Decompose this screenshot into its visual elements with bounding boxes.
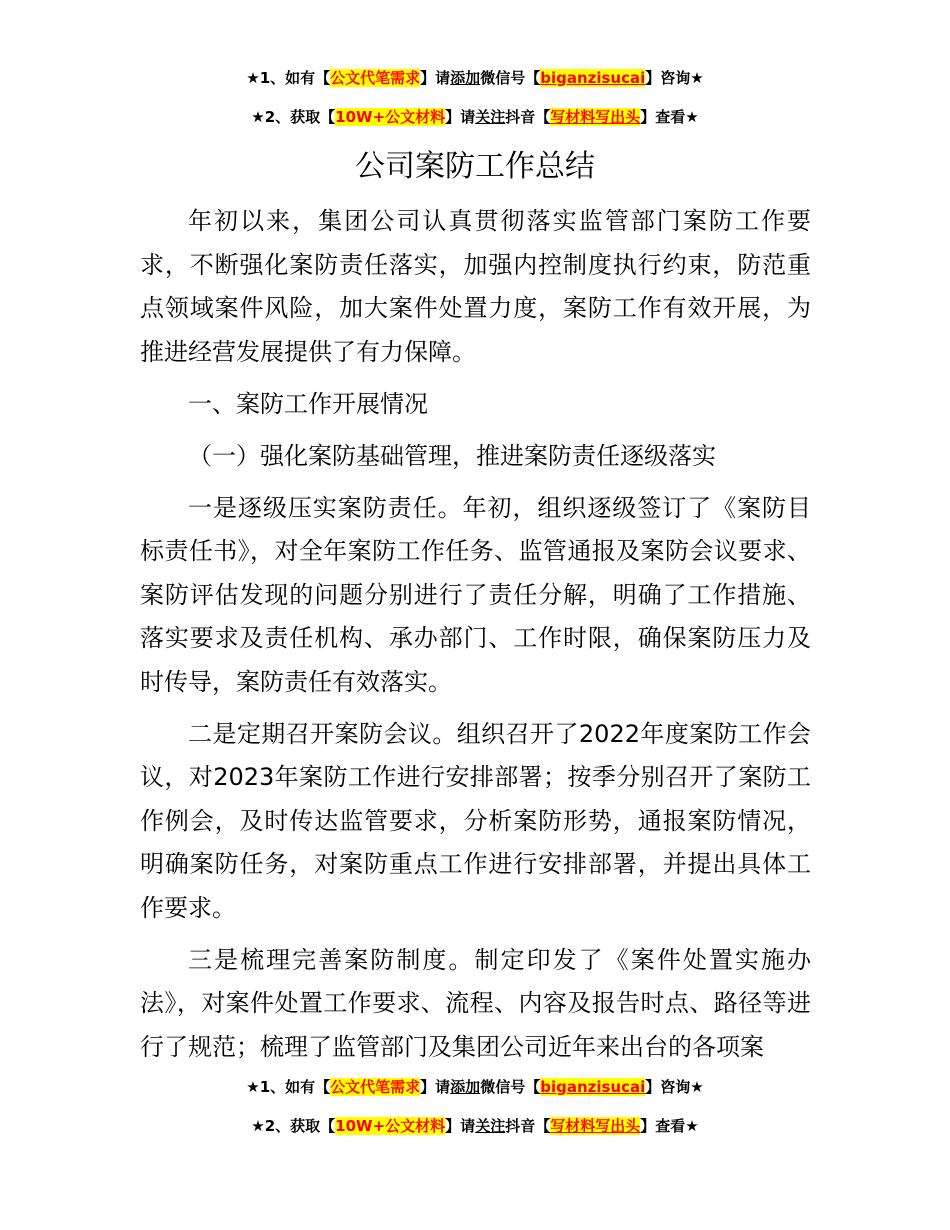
promo-text: 】请 (420, 1078, 451, 1096)
promo-highlight-wechat-id: biganzisucai (540, 69, 646, 87)
promo-emphasis: 添加 (450, 1078, 481, 1096)
promo-highlight: 公文代笔需求 (330, 1078, 421, 1096)
paragraph-item-3: 三是梳理完善案防制度。制定印发了《案件处置实施办法》，对案件处置工作要求、流程、内容及报告时点、路径等进行了规范；梳理了监管部门及集团公司近年来出台的各项案 (140, 945, 811, 1061)
star-icon: ★ (246, 69, 260, 87)
section-heading-1: 一、案防工作开展情况 (188, 389, 428, 418)
promo-text: 】查看 (640, 108, 686, 126)
footer-promo-line-1 (0, 1076, 950, 1098)
promo-highlight-wechat-id: biganzisucai (540, 1078, 646, 1096)
promo-emphasis: 关注 (475, 108, 506, 126)
promo-text: 】请 (445, 108, 476, 126)
subsection-heading-1: （一）强化案防基础管理，推进案防责任逐级落实 (188, 441, 716, 470)
promo-emphasis: 添加 (450, 69, 481, 87)
document-title: 公司案防工作总结 (355, 149, 595, 184)
paragraph-intro: 年初以来，集团公司认真贯彻落实监管部门案防工作要求，不断强化案防责任落实，加强内控制度执行约束，防范重点领域案件风险，加大案件处置力度，案防工作有效开展，为推进经营发展提供了有力保障。 (140, 207, 811, 366)
promo-text: 抖音【 (505, 108, 551, 126)
header-promo-line-2 (0, 106, 950, 128)
star-icon: ★ (690, 1078, 704, 1096)
promo-text: 微信号【 (480, 69, 541, 87)
promo-text: 2、获取【 (264, 108, 336, 126)
promo-text: 1、如有【 (259, 69, 331, 87)
promo-text: 1、如有【 (259, 1078, 331, 1096)
promo-text: 】咨询 (645, 1078, 691, 1096)
footer-promo-line-2 (0, 1115, 950, 1137)
star-icon: ★ (251, 1117, 265, 1135)
promo-text: 抖音【 (505, 1117, 551, 1135)
star-icon: ★ (690, 69, 704, 87)
promo-highlight-douyin-id: 写材料写出头 (550, 1117, 641, 1135)
promo-highlight: 10W+公文材料 (335, 108, 446, 126)
promo-highlight: 10W+公文材料 (335, 1117, 446, 1135)
promo-text: 】咨询 (645, 69, 691, 87)
star-icon: ★ (685, 108, 699, 126)
star-icon: ★ (251, 108, 265, 126)
paragraph-item-2: 二是定期召开案防会议。组织召开了2022年度案防工作会议，对2023年案防工作进行安排部署；按季分别召开了案防工作例会，及时传达监管要求，分析案防形势，通报案防情况，明确案防任务，对案防重点工作进行安排部署，并提出具体工作要求。 (140, 719, 811, 922)
header-promo-line-1 (0, 67, 950, 89)
promo-text: 】查看 (640, 1117, 686, 1135)
document-body (140, 200, 811, 1078)
star-icon: ★ (246, 1078, 260, 1096)
promo-text: 】请 (420, 69, 451, 87)
star-icon: ★ (685, 1117, 699, 1135)
promo-text: 2、获取【 (264, 1117, 336, 1135)
paragraph-item-1: 一是逐级压实案防责任。年初，组织逐级签订了《案防目标责任书》，对全年案防工作任务、监管通报及案防会议要求、案防评估发现的问题分别进行了责任分解，明确了工作措施、落实要求及责任机构、承办部门、工作时限，确保案防压力及时传导，案防责任有效落实。 (140, 493, 811, 696)
promo-highlight: 公文代笔需求 (330, 69, 421, 87)
promo-highlight-douyin-id: 写材料写出头 (550, 108, 641, 126)
promo-text: 微信号【 (480, 1078, 541, 1096)
promo-emphasis: 关注 (475, 1117, 506, 1135)
promo-text: 】请 (445, 1117, 476, 1135)
